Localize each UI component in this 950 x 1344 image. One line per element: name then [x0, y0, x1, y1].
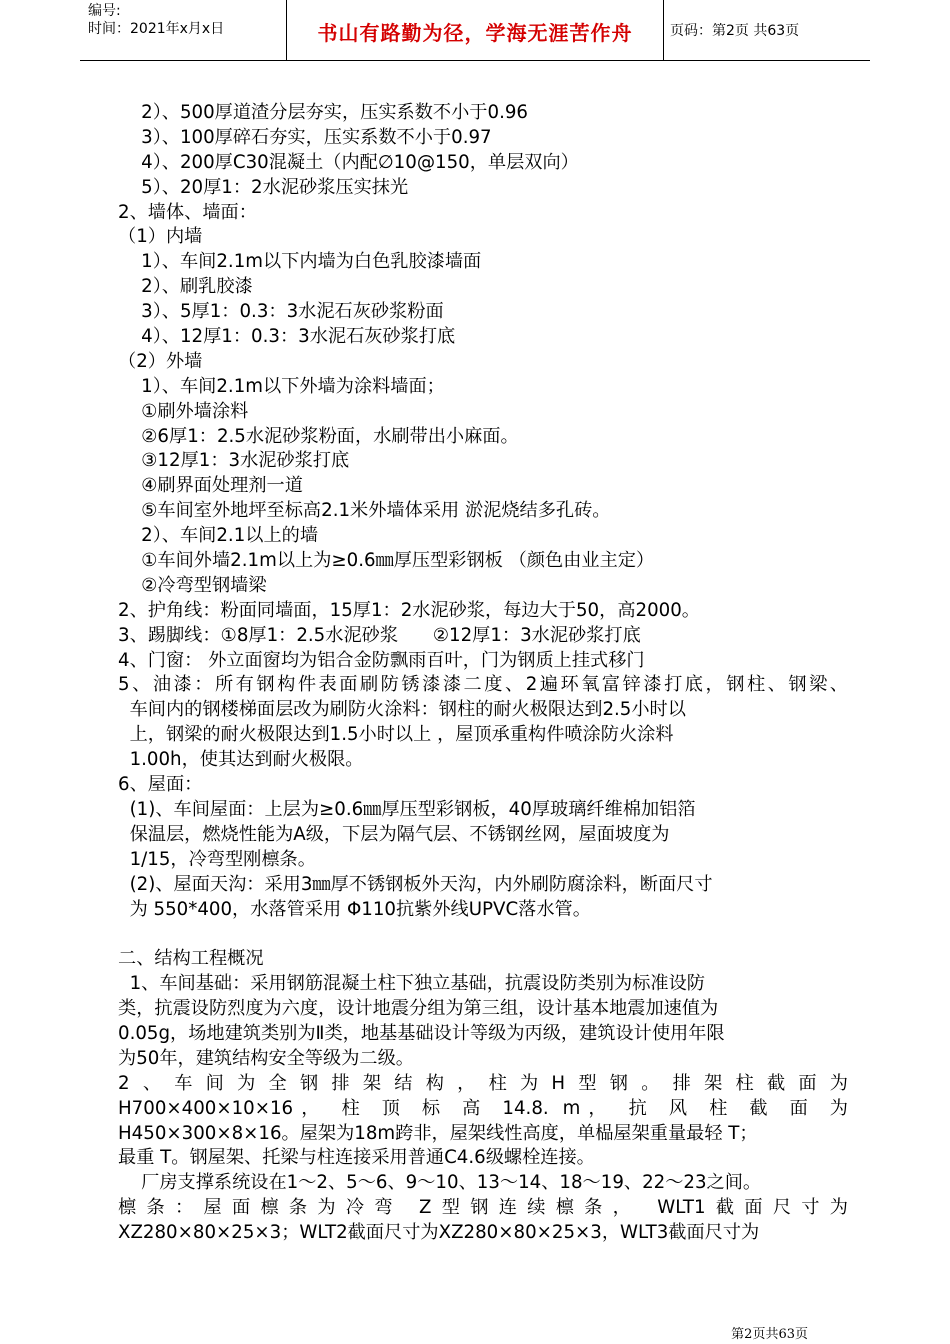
- text-line: 2）、500厚道渣分层夯实，压实系数不小于0.96: [118, 102, 528, 123]
- text-line: (1)、车间屋面：上层为≥0.6㎜厚压型彩钢板，40厚玻璃纤维棉加铝箔: [118, 798, 696, 820]
- text-line: 保温层，燃烧性能为A级，下层为隔气层、不锈钢丝网，屋面坡度为: [118, 823, 670, 845]
- document-code-label: 编号:: [88, 3, 121, 19]
- text-line: 5）、20厚1：2水泥砂浆压实抹光: [118, 176, 409, 198]
- text-line: 2）、刷乳胶漆: [118, 276, 253, 298]
- text-line: ②6厚1：2.5水泥砂浆粉面，水刷带出小麻面。: [118, 425, 519, 447]
- text-line: 1.00h，使其达到耐火极限。: [118, 749, 364, 771]
- page-header: [80, 0, 870, 61]
- text-line: [118, 922, 848, 947]
- text-line: ②冷弯型钢墙梁: [118, 574, 267, 596]
- text-line: 1、车间基础：采用钢筋混凝土柱下独立基础，抗震设防类别为标准设防: [118, 973, 705, 995]
- header-motto-box: [286, 0, 664, 60]
- text-line: H700×400×10×16， 柱 顶 标 高 14.8. m， 抗 风 柱 截 面 为: [118, 1097, 848, 1119]
- text-line: 上，钢梁的耐火极限达到1.5小时以上 ，屋顶承重构件喷涂防火涂料: [118, 724, 674, 746]
- text-line: 3）、5厚1：0.3：3水泥石灰砂浆粉面: [118, 301, 444, 323]
- text-line: 4、门窗： 外立面窗均为铝合金防飘雨百叶，门为钢质上挂式移门: [118, 649, 645, 671]
- text-line: ⑤车间室外地坪至标高2.1米外墙体采用 淤泥烧结多孔砖。: [118, 500, 611, 522]
- document-body: [118, 101, 848, 1246]
- text-line: 车间内的钢楼梯面层改为刷防火涂料：钢柱的耐火极限达到2.5小时以: [118, 699, 686, 721]
- text-line: 为 550*400，水落管采用 Φ110抗紫外线UPVC落水管。: [118, 898, 591, 920]
- text-line: 0.05g，场地建筑类别为Ⅱ类，地基基础设计等级为丙级，建筑设计使用年限: [118, 1022, 725, 1044]
- text-line: ③12厚1：3水泥砂浆打底: [118, 450, 350, 472]
- text-line: 厂房支撑系统设在1～2、5～6、9～10、13～14、18～19、22～23之间。: [118, 1172, 762, 1194]
- text-line: 2、车间为全钢排架结构，柱为H型钢。排架柱截面为: [118, 1072, 848, 1094]
- text-line: 为50年，建筑结构安全等级为二级。: [118, 1047, 414, 1069]
- text-line: ①刷外墙涂料: [118, 400, 249, 422]
- text-line: 3、踢脚线：①8厚1：2.5水泥砂浆 ②12厚1：3水泥砂浆打底: [118, 624, 641, 646]
- text-line: 6、屋面：: [118, 774, 203, 796]
- header-motto: 书山有路勤为径，学海无涯苦作舟: [317, 21, 633, 45]
- header-page-number: 页码：第2页 共63页: [670, 23, 800, 39]
- header-meta: [88, 2, 224, 38]
- text-line: 类，抗震设防烈度为六度，设计地震分组为第三组，设计基本地震加速值为: [118, 998, 719, 1020]
- text-line: XZ280×80×25×3；WLT2截面尺寸为XZ280×80×25×3，WLT3截面尺寸为: [118, 1222, 760, 1244]
- text-line: 2、墙体、墙面：: [118, 201, 257, 223]
- text-line: 最重 T。钢屋架、托梁与柱连接采用普通C4.6级螺栓连接。: [118, 1147, 595, 1169]
- text-line: 3）、100厚碎石夯实，压实系数不小于0.97: [118, 126, 492, 148]
- text-line: 4）、12厚1：0.3：3水泥石灰砂浆打底: [118, 326, 456, 348]
- text-line: 檩条：屋面檩条为冷弯 Z型钢连续檩条， WLT1截面尺寸为: [118, 1197, 848, 1219]
- text-line: （2）外墙: [118, 350, 203, 372]
- text-line: 二、结构工程概况: [118, 948, 264, 970]
- text-line: 4）、200厚C30混凝土（内配∅10@150，单层双向）: [118, 151, 579, 173]
- text-line: 5、油漆：所有钢构件表面刷防锈漆漆二度、2遍环氧富锌漆打底，钢柱、钢梁、: [118, 674, 848, 696]
- text-line: ①车间外墙2.1m以上为≥0.6㎜厚压型彩钢板 （颜色由业主定）: [118, 550, 655, 572]
- text-line: (2)、屋面天沟：采用3㎜厚不锈钢板外天沟，内外刷防腐涂料，断面尺寸: [118, 873, 713, 895]
- text-line: 2、护角线：粉面同墙面，15厚1：2水泥砂浆，每边大于50，高2000。: [118, 599, 700, 621]
- text-line: 1）、车间2.1m以下外墙为涂料墙面；: [118, 375, 445, 397]
- footer-page-number: 第2页共63页: [731, 1327, 808, 1342]
- document-date: 时间：2021年x月x日: [88, 21, 225, 37]
- text-line: ④刷界面处理剂一道: [118, 475, 303, 497]
- text-line: H450×300×8×16。屋架为18m跨非，屋架线性高度，单榀屋架重量最轻 T；: [118, 1122, 758, 1144]
- text-line: 1）、车间2.1m以下内墙为白色乳胶漆墙面: [118, 251, 482, 273]
- text-line: 1/15，冷弯型刚檩条。: [118, 848, 316, 870]
- text-line: （1）内墙: [118, 226, 203, 248]
- text-line: 2）、车间2.1以上的墙: [118, 525, 319, 547]
